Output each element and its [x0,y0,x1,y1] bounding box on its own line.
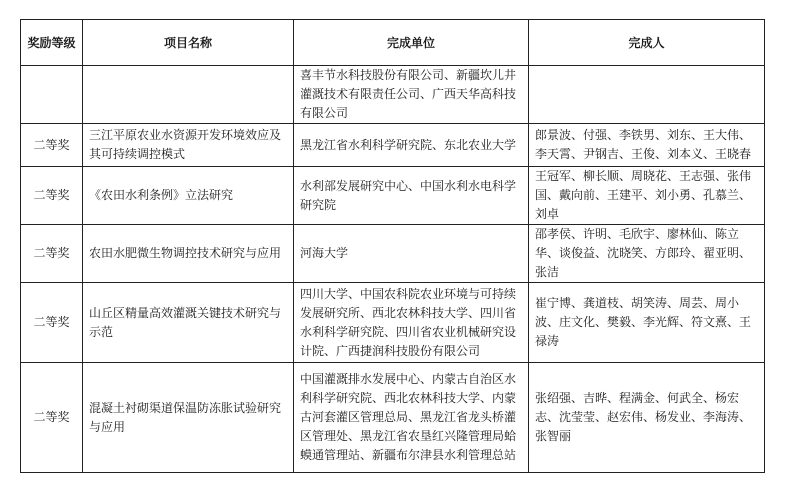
table-row [21,167,765,225]
award-level: 二等奖 [21,283,83,363]
header-row [21,20,765,66]
project-name: 混凝土衬砌渠道保温防冻胀试验研究与应用 [83,363,294,473]
completing-people: 邵孝侯、许明、毛欣宇、廖林仙、陈立华、谈俊益、沈晓笑、方郎玲、翟亚明、张洁 [529,225,765,283]
award-level: 二等奖 [21,363,83,473]
completing-unit: 四川大学、中国农科院农业环境与可持续发展研究所、西北农林科技大学、四川省水利科学研究院、四川省农业机械研究设计院、广西捷润科技股份有限公司 [294,283,529,363]
table-row [21,225,765,283]
completing-people: 崔宁博、龚道枝、胡笑涛、周芸、周小波、庄文化、樊毅、李光辉、符文熹、王禄涛 [529,283,765,363]
table-row [21,66,765,124]
table-row [21,124,765,167]
award-level [21,66,83,124]
project-name: 三江平原农业水资源开发环境效应及其可持续调控模式 [83,124,294,167]
award-level: 二等奖 [21,167,83,225]
header-project: 项目名称 [83,20,294,66]
completing-unit: 黑龙江省水利科学研究院、东北农业大学 [294,124,529,167]
award-level: 二等奖 [21,124,83,167]
project-name: 《农田水利条例》立法研究 [83,167,294,225]
completing-unit: 水利部发展研究中心、中国水利水电科学研究院 [294,167,529,225]
award-level: 二等奖 [21,225,83,283]
project-name: 农田水肥微生物调控技术研究与应用 [83,225,294,283]
table-row [21,363,765,473]
header-level: 奖励等级 [21,20,83,66]
award-table [20,19,765,473]
completing-unit: 河海大学 [294,225,529,283]
table-row [21,283,765,363]
project-name [83,66,294,124]
completing-people: 张绍强、吉晔、程满金、何武全、杨宏志、沈莹莹、赵宏伟、杨发业、李海涛、张智丽 [529,363,765,473]
project-name: 山丘区精量高效灌溉关键技术研究与示范 [83,283,294,363]
completing-unit: 中国灌溉排水发展中心、内蒙古自治区水利科学研究院、西北农林科技大学、内蒙古河套灌区管理总局、黑龙江省龙头桥灌区管理处、黑龙江省农垦红兴隆管理局蛤蟆通管理站、新疆布尔津县水利管理总站 [294,363,529,473]
completing-people [529,66,765,124]
header-people: 完成人 [529,20,765,66]
completing-people: 王冠军、柳长顺、周晓花、王志强、张伟国、戴向前、王建平、刘小勇、孔慕兰、刘卓 [529,167,765,225]
completing-people: 郎景波、付强、李铁男、刘东、王大伟、李天霄、尹钢吉、王俊、刘本义、王晓春 [529,124,765,167]
header-unit: 完成单位 [294,20,529,66]
completing-unit: 喜丰节水科技股份有限公司、新疆坎儿井灌溉技术有限责任公司、广西天华高科技有限公司 [294,66,529,124]
